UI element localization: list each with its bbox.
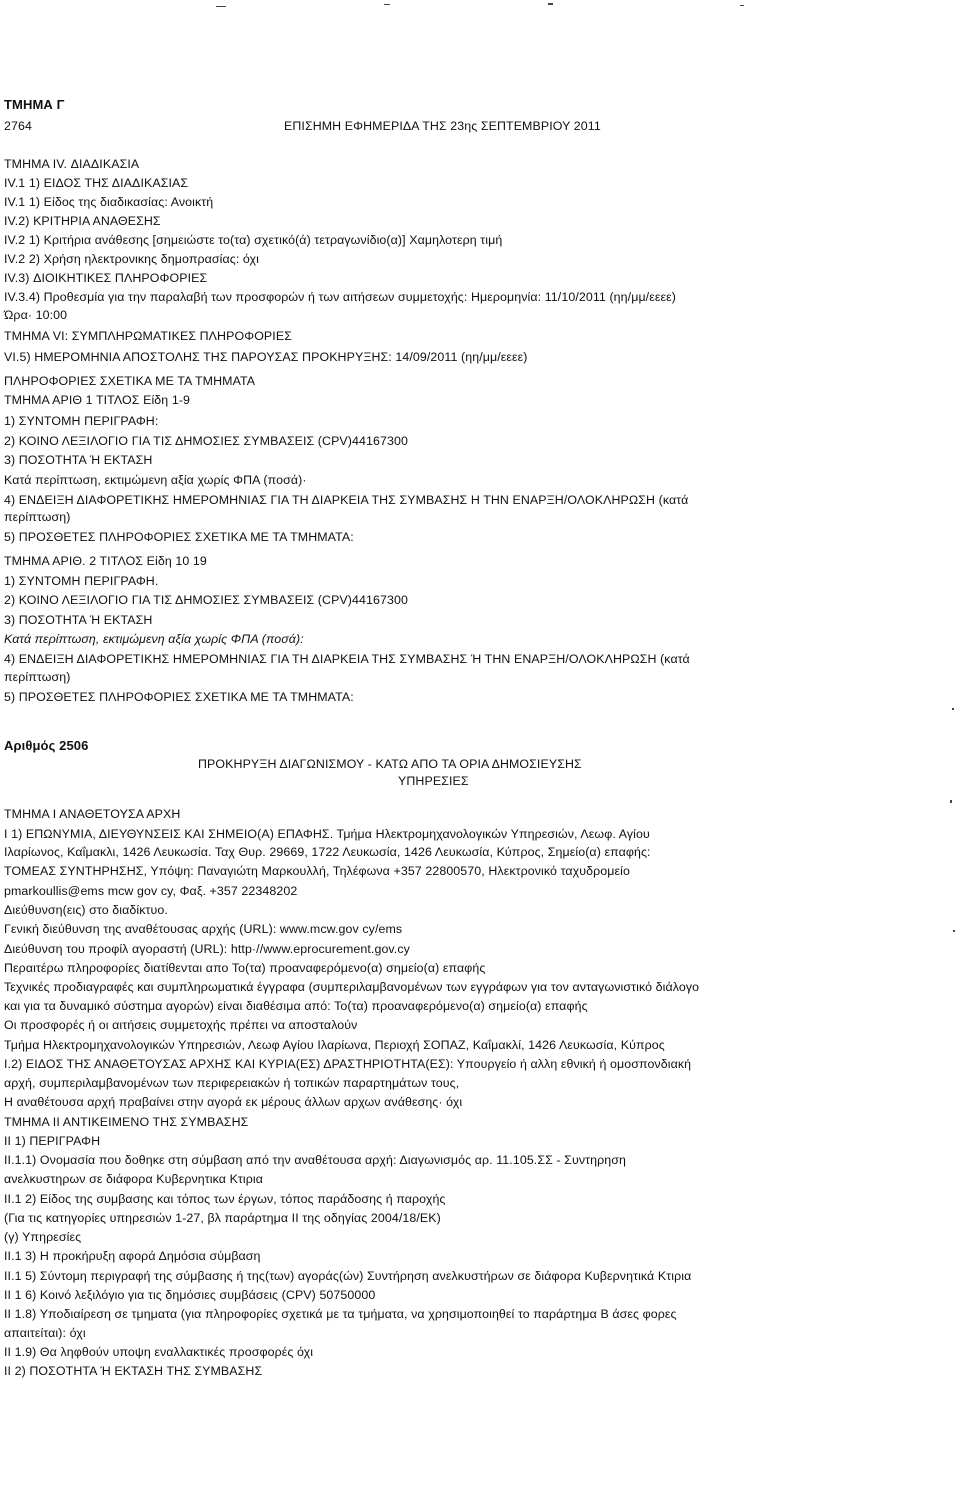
notice-number: Αριθμός 2506 <box>4 738 89 753</box>
text-line: IV.2) ΚΡΙΤΗΡΙΑ ΑΝΑΘΕΣΗΣ <box>4 214 161 228</box>
text-line: 1) ΣΥΝΤΟΜΗ ΠΕΡΙΓΡΑΦΗ. <box>4 574 159 588</box>
text-line: ΙΙ.1 2) Είδος της συμβασης και τόπος των έργων, τόπος παράδοσης ή παροχής <box>4 1192 446 1206</box>
scan-speck <box>952 708 954 710</box>
text-line: Τεχνικές προδιαγραφές και συμπληρωματικά έγγραφα (συμπεριλαμβανομένων των εγγράφων για τον ανταγωνιστικό διάλογο <box>4 980 700 994</box>
text-line: 5) ΠΡΟΣΘΕΤΕΣ ΠΛΗΡΟΦΟΡΙΕΣ ΣΧΕΤΙΚΑ ΜΕ ΤΑ ΤΜΗΜΑΤΑ: <box>4 690 354 704</box>
notice-subtitle: ΥΠΗΡΕΣΙΕΣ <box>398 774 469 788</box>
text-line: ΤΜΗΜΑ ΙΙ ΑΝΤΙΚΕΙΜΕΝΟ ΤΗΣ ΣΥΜΒΑΣΗΣ <box>4 1115 249 1129</box>
text-line: IV.3.4) Προθεσμία για την παραλαβή των προσφορών ή των αιτήσεων συμμετοχής: Ημερομηνία: 11/10/2011 (ηη/μμ/εεεε) <box>4 290 676 304</box>
text-line: ΤΜΗΜΑ ΑΡΙΘ 1 ΤΙΤΛΟΣ Είδη 1-9 <box>4 393 191 407</box>
text-line: ΙΙ.1 3) Η προκήρυξη αφορά Δημόσια σύμβαση <box>4 1249 261 1263</box>
text-line: 2) ΚΟΙΝΟ ΛΕΞΙΛΟΓΙΟ ΓΙΑ ΤΙΣ ΔΗΜΟΣΙΕΣ ΣΥΜΒΑΣΕΙΣ (CPV)44167300 <box>4 593 408 607</box>
scan-speck <box>548 3 553 5</box>
text-line: pmarkoullis@ems mcw gov cy, Φαξ. +357 22348202 <box>4 884 298 898</box>
text-line: 3) ΠΟΣΟΤΗΤΑ Ή ΕΚΤΑΣΗ <box>4 613 153 627</box>
text-line: Περαιτέρω πληροφορίες διατίθενται απο Το(τα) προαναφερόμενο(α) σημείο(α) επαφής <box>4 961 486 975</box>
text-line: ΙΙ 1 6) Κοινό λεξιλόγιο για τις δημόσιες συμβάσεις (CPV) 50750000 <box>4 1288 376 1302</box>
text-line: Οι προσφορές ή οι αιτήσεις συμμετοχής πρέπει να αποσταλούν <box>4 1018 358 1032</box>
text-line: 5) ΠΡΟΣΘΕΤΕΣ ΠΛΗΡΟΦΟΡΙΕΣ ΣΧΕΤΙΚΑ ΜΕ ΤΑ ΤΜΗΜΑΤΑ: <box>4 530 354 544</box>
text-line: Τμήμα Ηλεκτρομηχανολογικών Υπηρεσιών, Λεωφ Αγίου Ιλαρίωνα, Περιοχή ΣΟΠΑΖ, Καΐμακλί, 1426 Λευκωσία, Κύπρος <box>4 1038 665 1052</box>
text-line: ΙΙ.1.1) Ονομασία που δοθηκε στη σύμβαση από την αναθέτουσα αρχή: Διαγωνισμός αρ. 11.105.ΣΣ - Συντηρηση <box>4 1153 626 1167</box>
text-line: ΤΟΜΕΑΣ ΣΥΝΤΗΡΗΣΗΣ, Υπόψη: Παναγιώτη Μαρκουλλή, Τηλέφωνα +357 22800570, Ηλεκτρονικό ταχυδρομείο <box>4 864 630 878</box>
text-line: ΙΙ 1) ΠΕΡΙΓΡΑΦΗ <box>4 1134 101 1148</box>
text-line: Ι.2) ΕΙΔΟΣ ΤΗΣ ΑΝΑΘΕΤΟΥΣΑΣ ΑΡΧΗΣ ΚΑΙ ΚΥΡΙΑ(ΕΣ) ΔΡΑΣΤΗΡΙΟΤΗΤΑ(ΕΣ): Υπουργείο ή αλλη εθνική ή ομοσπονδιακή <box>4 1057 692 1071</box>
notice-title: ΠΡΟΚΗΡΥΞΗ ΔΙΑΓΩΝΙΣΜΟΥ - ΚΑΤΩ ΑΠΟ ΤΑ ΟΡΙΑ ΔΗΜΟΣΙΕΥΣΗΣ <box>198 757 582 771</box>
page-number: 2764 <box>4 119 32 133</box>
text-line: Κατά περίπτωση, εκτιμώμενη αξία χωρίς ΦΠΑ (ποσά): <box>4 632 304 646</box>
text-line: ΙΙ.1 5) Σύντομη περιγραφή της σύμβασης ή της(των) αγοράς(ών) Συντήρηση ανελκυστήρων σε διάφορα Κυβερνητικά Κτιρια <box>4 1269 692 1283</box>
text-line: 2) ΚΟΙΝΟ ΛΕΞΙΛΟΓΙΟ ΓΙΑ ΤΙΣ ΔΗΜΟΣΙΕΣ ΣΥΜΒΑΣΕΙΣ (CPV)44167300 <box>4 434 408 448</box>
text-line: IV.1 1) Είδος της διαδικασίας: Ανοικτή <box>4 195 214 209</box>
text-line: Ιλαρίωνος, Καΐμακλι, 1426 Λευκωσία. Ταχ Θυρ. 29669, 1722 Λευκωσία, 1426 Λευκωσία, Κύπρος, Σημείο(α) επαφής: <box>4 845 651 859</box>
text-line: Ώρα· 10:00 <box>4 308 68 322</box>
text-line: Η αναθέτουσα αρχή πραβαίνει στην αγορά εκ μέρους άλλων αρχων ανάθεσης· όχι <box>4 1095 463 1109</box>
text-line: περίπτωση) <box>4 670 71 684</box>
scan-speck <box>950 800 952 803</box>
gazette-title: ΕΠΙΣΗΜΗ ΕΦΗΜΕΡΙΔΑ ΤΗΣ 23ης ΣΕΠΤΕΜΒΡΙΟΥ 2011 <box>284 119 601 133</box>
text-line: 4) ΕΝΔΕΙΞΗ ΔΙΑΦΟΡΕΤΙΚΗΣ ΗΜΕΡΟΜΗΝΙΑΣ ΓΙΑ ΤΗ ΔΙΑΡΚΕΙΑ ΤΗΣ ΣΥΜΒΑΣΗΣ Ή ΤΗΝ ΕΝΑΡΞΗ/ΟΛΟΚΛΗΡΩΣΗ (κατά <box>4 652 690 666</box>
text-line: ανελκυστηρων σε διάφορα Κυβερνητικα Κτιρια <box>4 1172 264 1186</box>
text-line: ΤΜΗΜΑ IV. ΔΙΑΔΙΚΑΣΙΑ <box>4 157 140 171</box>
scan-speck <box>740 5 744 6</box>
text-line: Διεύθυνση του προφίλ αγοραστή (URL): http·//www.eprocurement.gov.cy <box>4 942 410 956</box>
text-line: ΙΙ 1.9) Θα ληφθούν υποψη εναλλακτικές προσφορές όχι <box>4 1345 314 1359</box>
text-line: ΙΙ 2) ΠΟΣΟΤΗΤΑ Ή ΕΚΤΑΣΗ ΤΗΣ ΣΥΜΒΑΣΗΣ <box>4 1364 263 1378</box>
text-line: 4) ΕΝΔΕΙΞΗ ΔΙΑΦΟΡΕΤΙΚΗΣ ΗΜΕΡΟΜΗΝΙΑΣ ΓΙΑ ΤΗ ΔΙΑΡΚΕΙΑ ΤΗΣ ΣΥΜΒΑΣΗΣ Η ΤΗΝ ΕΝΑΡΞΗ/ΟΛΟΚΛΗΡΩΣΗ (κατά <box>4 493 689 507</box>
text-line: 3) ΠΟΣΟΤΗΤΑ Ή ΕΚΤΑΣΗ <box>4 453 153 467</box>
text-line: περίπτωση) <box>4 510 71 524</box>
text-line: ΤΜΗΜΑ Ι ΑΝΑΘΕΤΟΥΣΑ ΑΡΧΗ <box>4 807 181 821</box>
text-line: (γ) Υπηρεσίες <box>4 1230 82 1244</box>
text-line: IV.3) ΔΙΟΙΚΗΤΙΚΕΣ ΠΛΗΡΟΦΟΡΙΕΣ <box>4 271 208 285</box>
text-line: IV.2 2) Χρήση ηλεκτρονικης δημοπρασίας: όχι <box>4 252 260 266</box>
scan-speck <box>216 6 226 7</box>
text-line: 1) ΣΥΝΤΟΜΗ ΠΕΡΙΓΡΑΦΗ: <box>4 414 159 428</box>
text-line: ΤΜΗΜΑ VI: ΣΥΜΠΛΗΡΩΜΑΤΙΚΕΣ ΠΛΗΡΟΦΟΡΙΕΣ <box>4 329 292 343</box>
scan-speck <box>384 4 390 5</box>
scan-speck <box>953 930 955 932</box>
text-line: Κατά περίπτωση, εκτιμώμενη αξία χωρίς ΦΠΑ (ποσά)· <box>4 473 307 487</box>
text-line: VI.5) ΗΜΕΡΟΜΗΝΙΑ ΑΠΟΣΤΟΛΗΣ ΤΗΣ ΠΑΡΟΥΣΑΣ ΠΡΟΚΗΡΥΞΗΣ: 14/09/2011 (ηη/μμ/εεεε) <box>4 350 528 364</box>
text-line: ΙΙ 1.8) Υποδιαίρεση σε τμηματα (για πληροφορίες σχετικά με τα τμήματα, να χρησιμοποιηθεί το παράρτημα Β άσες φορες <box>4 1307 677 1321</box>
text-line: (Για τις κατηγορίες υπηρεσιών 1-27, βλ παράρτημα ΙΙ της οδηγίας 2004/18/ΕΚ) <box>4 1211 441 1225</box>
text-line: αρχή, συμπεριλαμβανομένων των περιφερειακών ή τοπικών παραρτημάτων τους, <box>4 1076 460 1090</box>
text-line: Γενική διεύθυνση της αναθέτουσας αρχής (URL): www.mcw.gov cy/ems <box>4 922 403 936</box>
text-line: απαιτείται): όχι <box>4 1326 86 1340</box>
text-line: IV.2 1) Κριτήρια ανάθεσης [σημειώστε το(τα) σχετικό(ά) τετραγωνίδιο(α)] Χαμηλοτερη τιμή <box>4 233 503 247</box>
text-line: ΤΜΗΜΑ ΑΡΙΘ. 2 ΤΙΤΛΟΣ Είδη 10 19 <box>4 554 207 568</box>
section-label: ΤΜΗΜΑ Γ <box>4 97 65 112</box>
text-line: Ι 1) ΕΠΩΝΥΜΙΑ, ΔΙΕΥΘΥΝΣΕΙΣ ΚΑΙ ΣΗΜΕΙΟ(Α) ΕΠΑΦΗΣ. Τμήμα Ηλεκτρομηχανολογικών Υπηρεσιών, Λεωφ. Αγίου <box>4 827 650 841</box>
text-line: Διεύθυνση(εις) στο διαδίκτυο. <box>4 903 168 917</box>
text-line: και για τα δυναμικό σύστημα αγορών) είναι διαθέσιμα από: Το(τα) προαναφερόμενο(α) σημείο(α) επαφής <box>4 999 588 1013</box>
text-line: IV.1 1) ΕΙΔΟΣ ΤΗΣ ΔΙΑΔΙΚΑΣΙΑΣ <box>4 176 189 190</box>
text-line: ΠΛΗΡΟΦΟΡΙΕΣ ΣΧΕΤΙΚΑ ΜΕ ΤΑ ΤΜΗΜΑΤΑ <box>4 374 256 388</box>
